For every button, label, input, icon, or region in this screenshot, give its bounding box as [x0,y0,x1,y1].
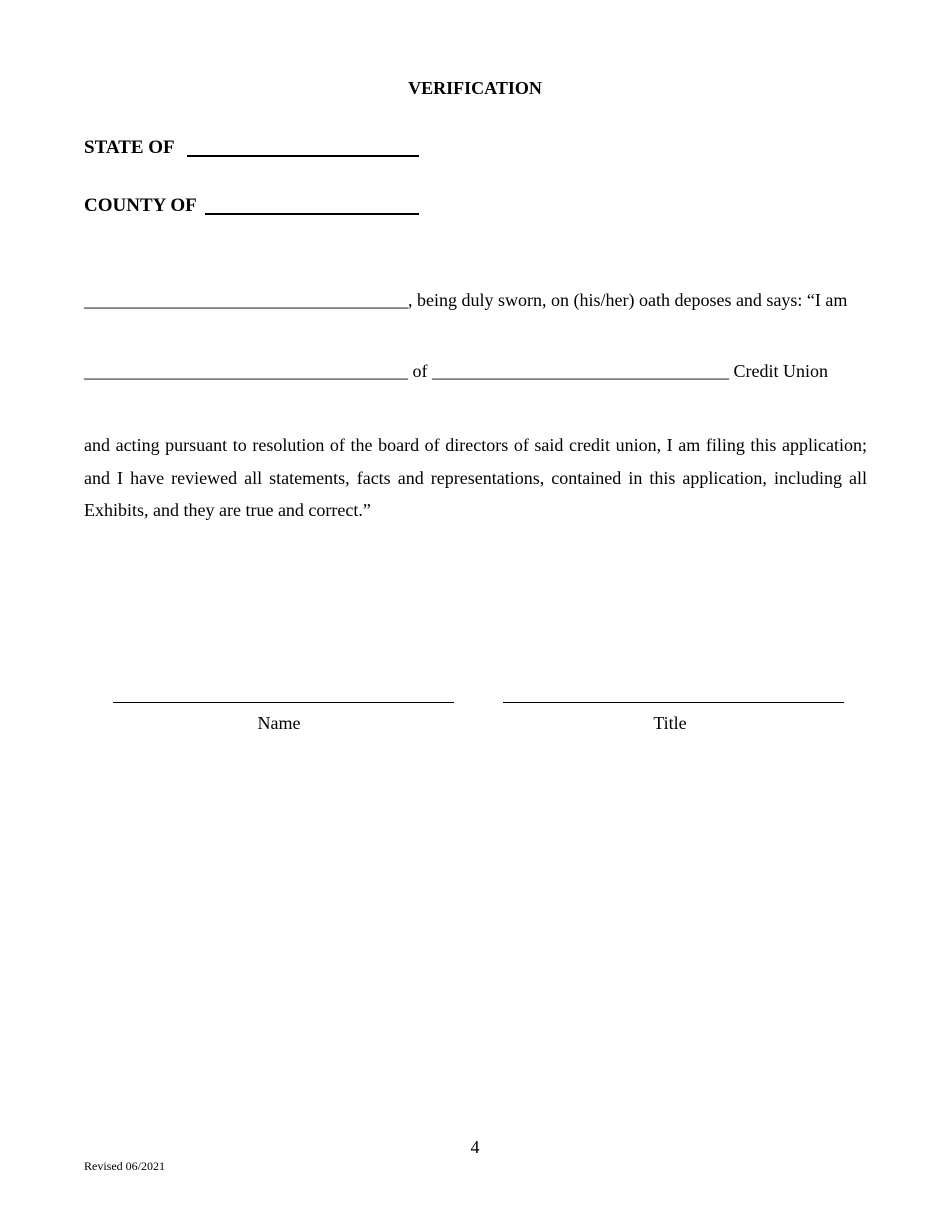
revised-date: Revised 06/2021 [84,1159,165,1173]
name-signature-line[interactable] [113,702,454,703]
state-label: STATE OF [84,137,175,158]
name-label: Name [257,713,301,733]
position-line [84,361,828,382]
credit-union-text: Credit Union [733,361,828,381]
title-label: Title [653,713,687,733]
oath-text: , being duly sworn, on (his/her) oath deposes and says: “I am [408,290,848,310]
page-number: 4 [470,1137,480,1157]
verification-paragraph: and acting pursuant to resolution of the board of directors of said credit union, I am filing this application; and I have reviewed all statements, facts and representations, contained in this application, including all Exhibits, and they are true and correct.” [84,435,867,520]
state-field[interactable] [187,155,419,157]
affiant-name-blank[interactable]: ____________________________________ [84,290,408,310]
affiant-line [84,290,847,311]
document-title: VERIFICATION [408,78,542,98]
position-blank[interactable]: ____________________________________ [84,361,408,381]
of-text: of [412,361,428,381]
county-field[interactable] [205,213,419,215]
credit-union-name-blank[interactable]: _________________________________ [432,361,729,381]
title-signature-line[interactable] [503,702,844,703]
county-label: COUNTY OF [84,195,197,216]
